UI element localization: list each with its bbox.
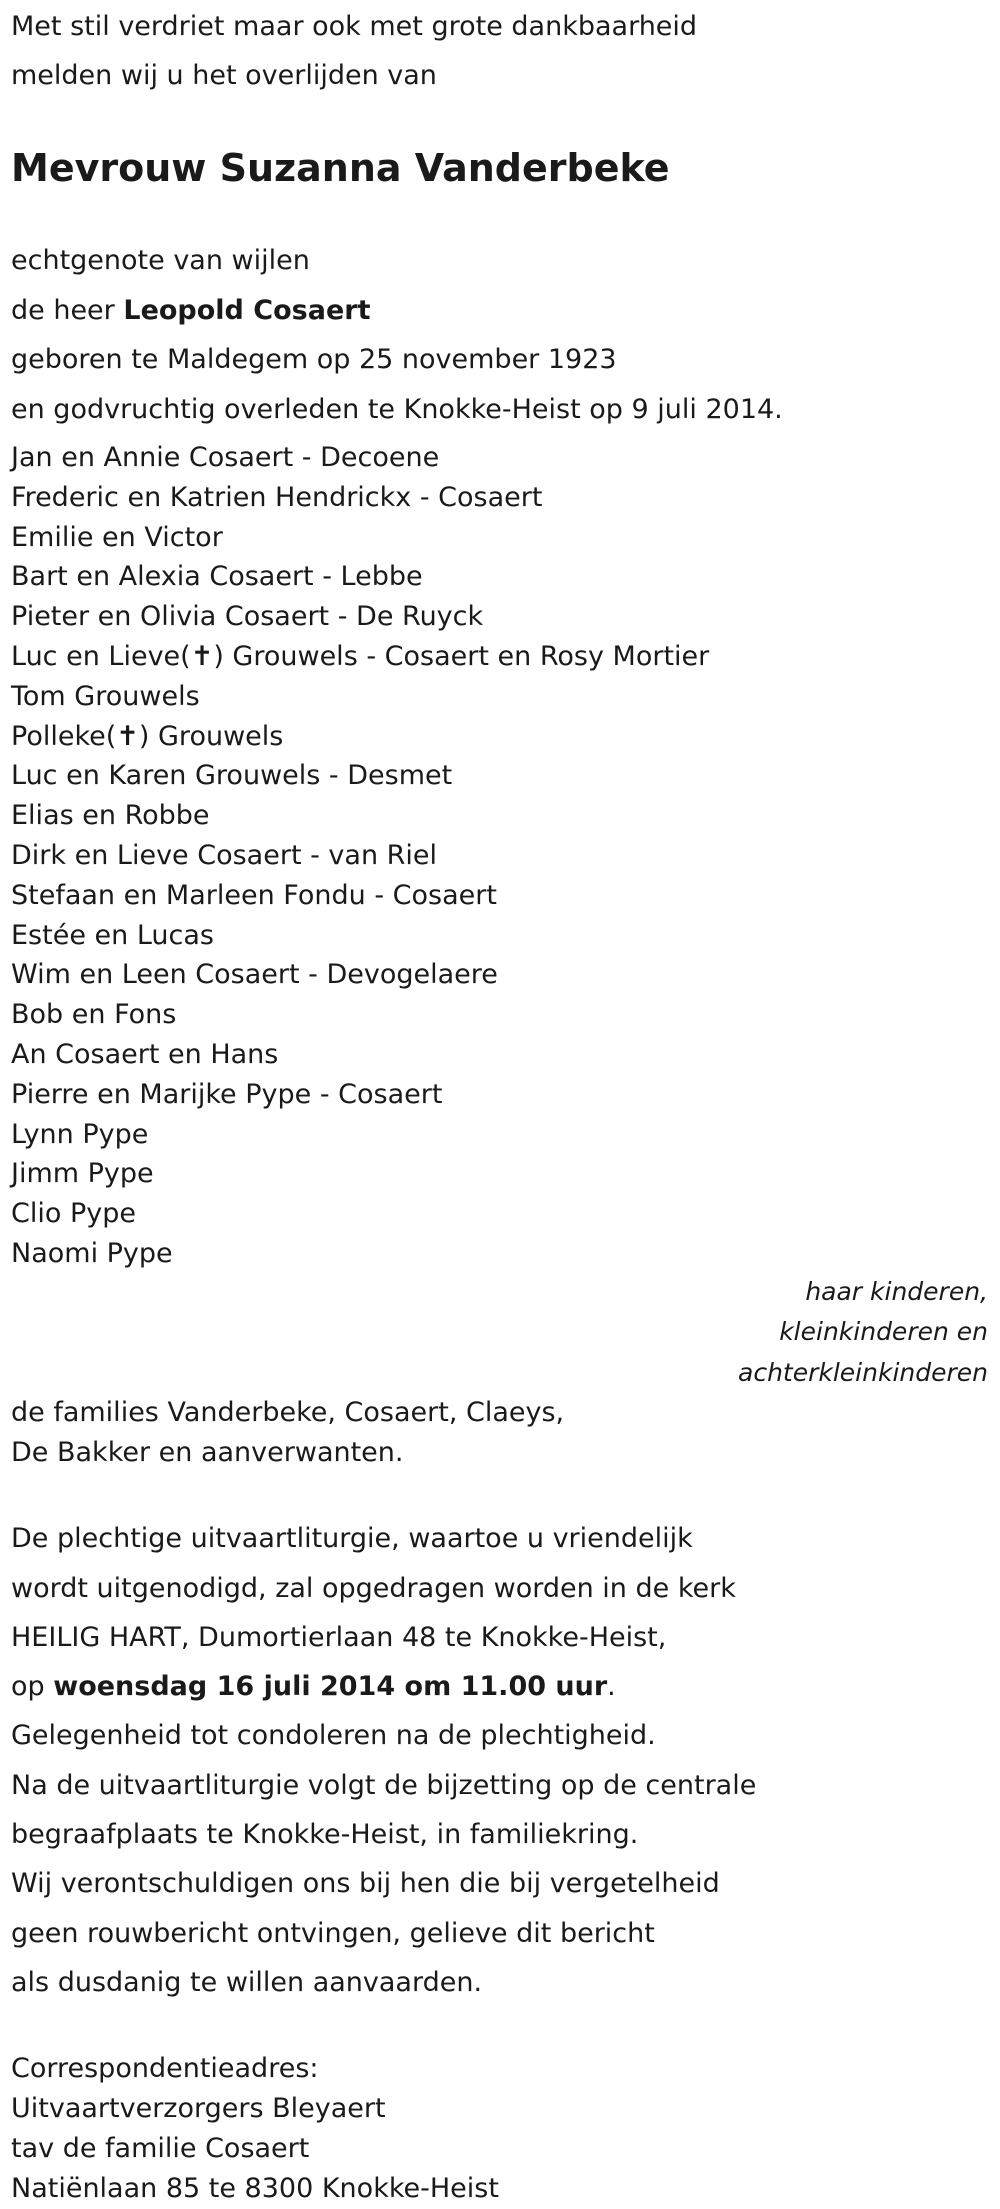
intro-line-2: melden wij u het overlijden van <box>11 60 437 91</box>
family-member: Luc en Karen Grouwels - Desmet <box>11 760 453 792</box>
family-member: Clio Pype <box>11 1198 136 1230</box>
service-line-9: geen rouwbericht ontvingen, gelieve dit bericht <box>11 1917 655 1949</box>
service-line-10: als dusdanig te willen aanvaarden. <box>11 1966 483 1998</box>
service-line-2: wordt uitgenodigd, zal opgedragen worden in de kerk <box>11 1572 736 1604</box>
spouse-name: Leopold Cosaert <box>123 294 371 326</box>
family-member: An Cosaert en Hans <box>11 1038 279 1070</box>
spouse-line <box>11 286 989 336</box>
deceased-details <box>11 236 989 434</box>
family-member: Naomi Pype <box>11 1237 173 1269</box>
family-member: Pieter en Olivia Cosaert - De Ruyck <box>11 601 484 633</box>
correspondence-heading: Correspondentieadres: <box>11 2053 319 2085</box>
family-member: Emilie en Victor <box>11 521 223 553</box>
family-member: Jimm Pype <box>11 1158 154 1190</box>
service-date-line <box>11 1662 989 1711</box>
deceased-name: Mevrouw Suzanna Vanderbeke <box>11 146 670 190</box>
family-member: Dirk en Lieve Cosaert - van Riel <box>11 839 438 871</box>
family-member: Jan en Annie Cosaert - Decoene <box>11 442 440 473</box>
service-line-5: Gelegenheid tot condoleren na de plechtigheid. <box>11 1720 656 1752</box>
family-member: Wim en Leen Cosaert - Devogelaere <box>11 959 498 991</box>
death-line: en godvruchtig overleden te Knokke-Heist op 9 juli 2014. <box>11 393 783 425</box>
service-date-prefix: op <box>11 1671 54 1703</box>
relation-note <box>11 1272 989 1394</box>
family-member: Tom Grouwels <box>11 680 200 712</box>
relation-line-2: kleinkinderen en <box>779 1317 988 1347</box>
family-member: Elias en Robbe <box>11 800 210 832</box>
relation-line-3: achterkleinkinderen <box>738 1357 988 1387</box>
service-date: woensdag 16 juli 2014 om 11.00 uur <box>53 1671 608 1703</box>
family-member: Pierre en Marijke Pype - Cosaert <box>11 1078 443 1110</box>
family-members-list <box>11 438 989 1274</box>
service-line-3: HEILIG HART, Dumortierlaan 48 te Knokke-Heist, <box>11 1621 667 1653</box>
intro-text <box>11 0 989 100</box>
family-member: Bob en Fons <box>11 999 177 1031</box>
obituary-notice <box>11 0 989 2209</box>
service-line-1: De plechtige uitvaartliturgie, waartoe u vriendelijk <box>11 1523 693 1555</box>
service-date-suffix: . <box>607 1671 616 1703</box>
service-line-8: Wij verontschuldigen ons bij hen die bij vergetelheid <box>11 1868 720 1900</box>
correspondence-line-2: tav de familie Cosaert <box>11 2133 310 2165</box>
families-line-2: De Bakker en aanverwanten. <box>11 1437 404 1469</box>
service-line-7: begraafplaats te Knokke-Heist, in familiekring. <box>11 1819 639 1851</box>
correspondence-line-3: Natiënlaan 85 te 8300 Knokke-Heist <box>11 2173 499 2205</box>
intro-line-1: Met stil verdriet maar ook met grote dankbaarheid <box>11 11 698 42</box>
correspondence-address <box>11 2049 989 2209</box>
birth-line: geboren te Maldegem op 25 november 1923 <box>11 344 617 375</box>
extended-families <box>11 1393 989 1473</box>
family-member: Polleke(✝) Grouwels <box>11 720 284 752</box>
families-line-1: de families Vanderbeke, Cosaert, Claeys, <box>11 1397 565 1429</box>
family-member: Estée en Lucas <box>11 919 214 951</box>
spouse-intro: echtgenote van wijlen <box>11 245 310 276</box>
family-member: Lynn Pype <box>11 1118 149 1150</box>
family-member: Luc en Lieve(✝) Grouwels - Cosaert en Rosy Mortier <box>11 640 710 672</box>
funeral-service-info <box>11 1514 989 2007</box>
family-member: Stefaan en Marleen Fondu - Cosaert <box>11 879 497 911</box>
relation-line-1: haar kinderen, <box>805 1276 988 1306</box>
spouse-prefix: de heer <box>11 294 124 326</box>
correspondence-line-1: Uitvaartverzorgers Bleyaert <box>11 2093 386 2125</box>
family-member: Bart en Alexia Cosaert - Lebbe <box>11 561 423 593</box>
family-member: Frederic en Katrien Hendrickx - Cosaert <box>11 481 543 513</box>
service-line-6: Na de uitvaartliturgie volgt de bijzetting op de centrale <box>11 1769 757 1801</box>
